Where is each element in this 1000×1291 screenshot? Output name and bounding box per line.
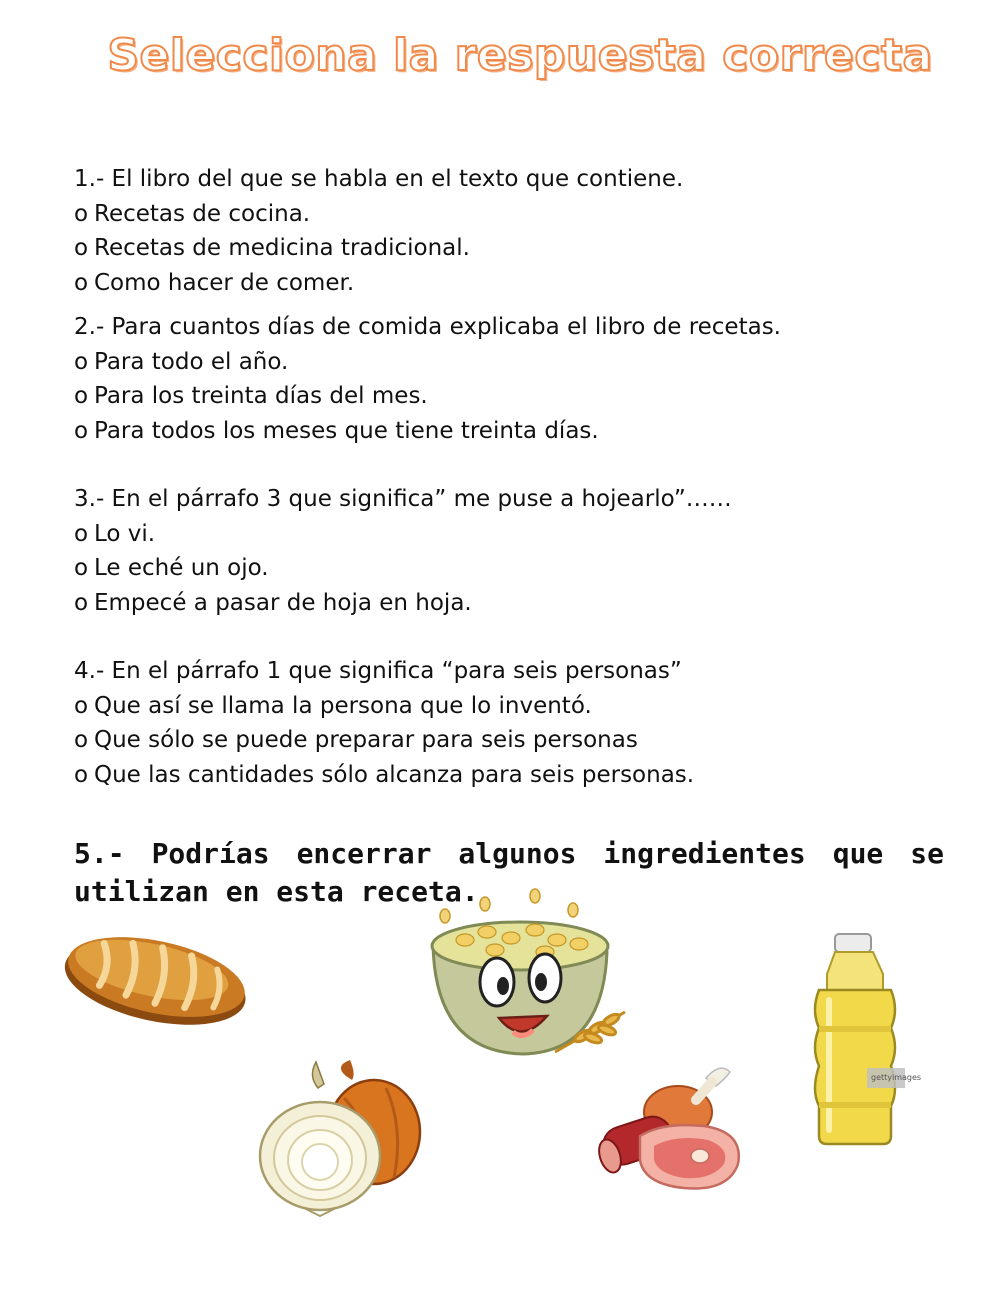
cereal-bowl-image[interactable]: [425, 882, 635, 1074]
question-4-option-1[interactable]: o Que así se llama la persona que lo inventó.: [74, 692, 592, 719]
page-title: Selecciona la respuesta correcta: [107, 30, 933, 81]
question-3-option-2[interactable]: o Le eché un ojo.: [74, 555, 269, 581]
question-5-text: 5.- Podrías encerrar algunos ingredientes que se utilizan en esta receta.: [74, 837, 944, 908]
question-1: [74, 162, 954, 300]
question-1-text: 1.- El libro del que se habla en el texto que contiene.: [74, 166, 684, 192]
bread-image[interactable]: [58, 925, 254, 1033]
questions-list: [74, 162, 954, 792]
question-1-option-1[interactable]: o Recetas de cocina.: [74, 200, 311, 227]
watermark: gettyimages: [871, 1073, 922, 1082]
meats-image[interactable]: [596, 1060, 752, 1196]
question-1-option-2[interactable]: o Recetas de medicina tradicional.: [74, 235, 470, 261]
question-2-option-2[interactable]: o Para los treinta días del mes.: [74, 383, 428, 409]
question-3: [74, 482, 954, 620]
question-2-option-1[interactable]: o Para todo el año.: [74, 348, 289, 375]
onions-image[interactable]: [254, 1058, 424, 1218]
question-4-text: 4.- En el párrafo 1 que significa “para seis personas”: [74, 658, 682, 684]
question-4-option-3[interactable]: o Que las cantidades sólo alcanza para seis personas.: [74, 761, 695, 788]
question-1-option-3[interactable]: o Como hacer de comer.: [74, 269, 355, 296]
question-2-option-3[interactable]: o Para todos los meses que tiene treinta días.: [74, 417, 599, 444]
question-2-text: 2.- Para cuantos días de comida explicaba el libro de recetas.: [74, 314, 781, 340]
question-3-option-3[interactable]: o Empecé a pasar de hoja en hoja.: [74, 589, 472, 616]
question-2: [74, 310, 954, 448]
question-4: [74, 654, 954, 792]
question-3-text: 3.- En el párrafo 3 que significa” me puse a hojearlo”……: [74, 486, 732, 512]
oil-bottle-image[interactable]: [805, 930, 922, 1148]
question-3-option-1[interactable]: o Lo vi.: [74, 520, 156, 547]
question-4-option-2[interactable]: o Que sólo se puede preparar para seis personas: [74, 727, 638, 753]
